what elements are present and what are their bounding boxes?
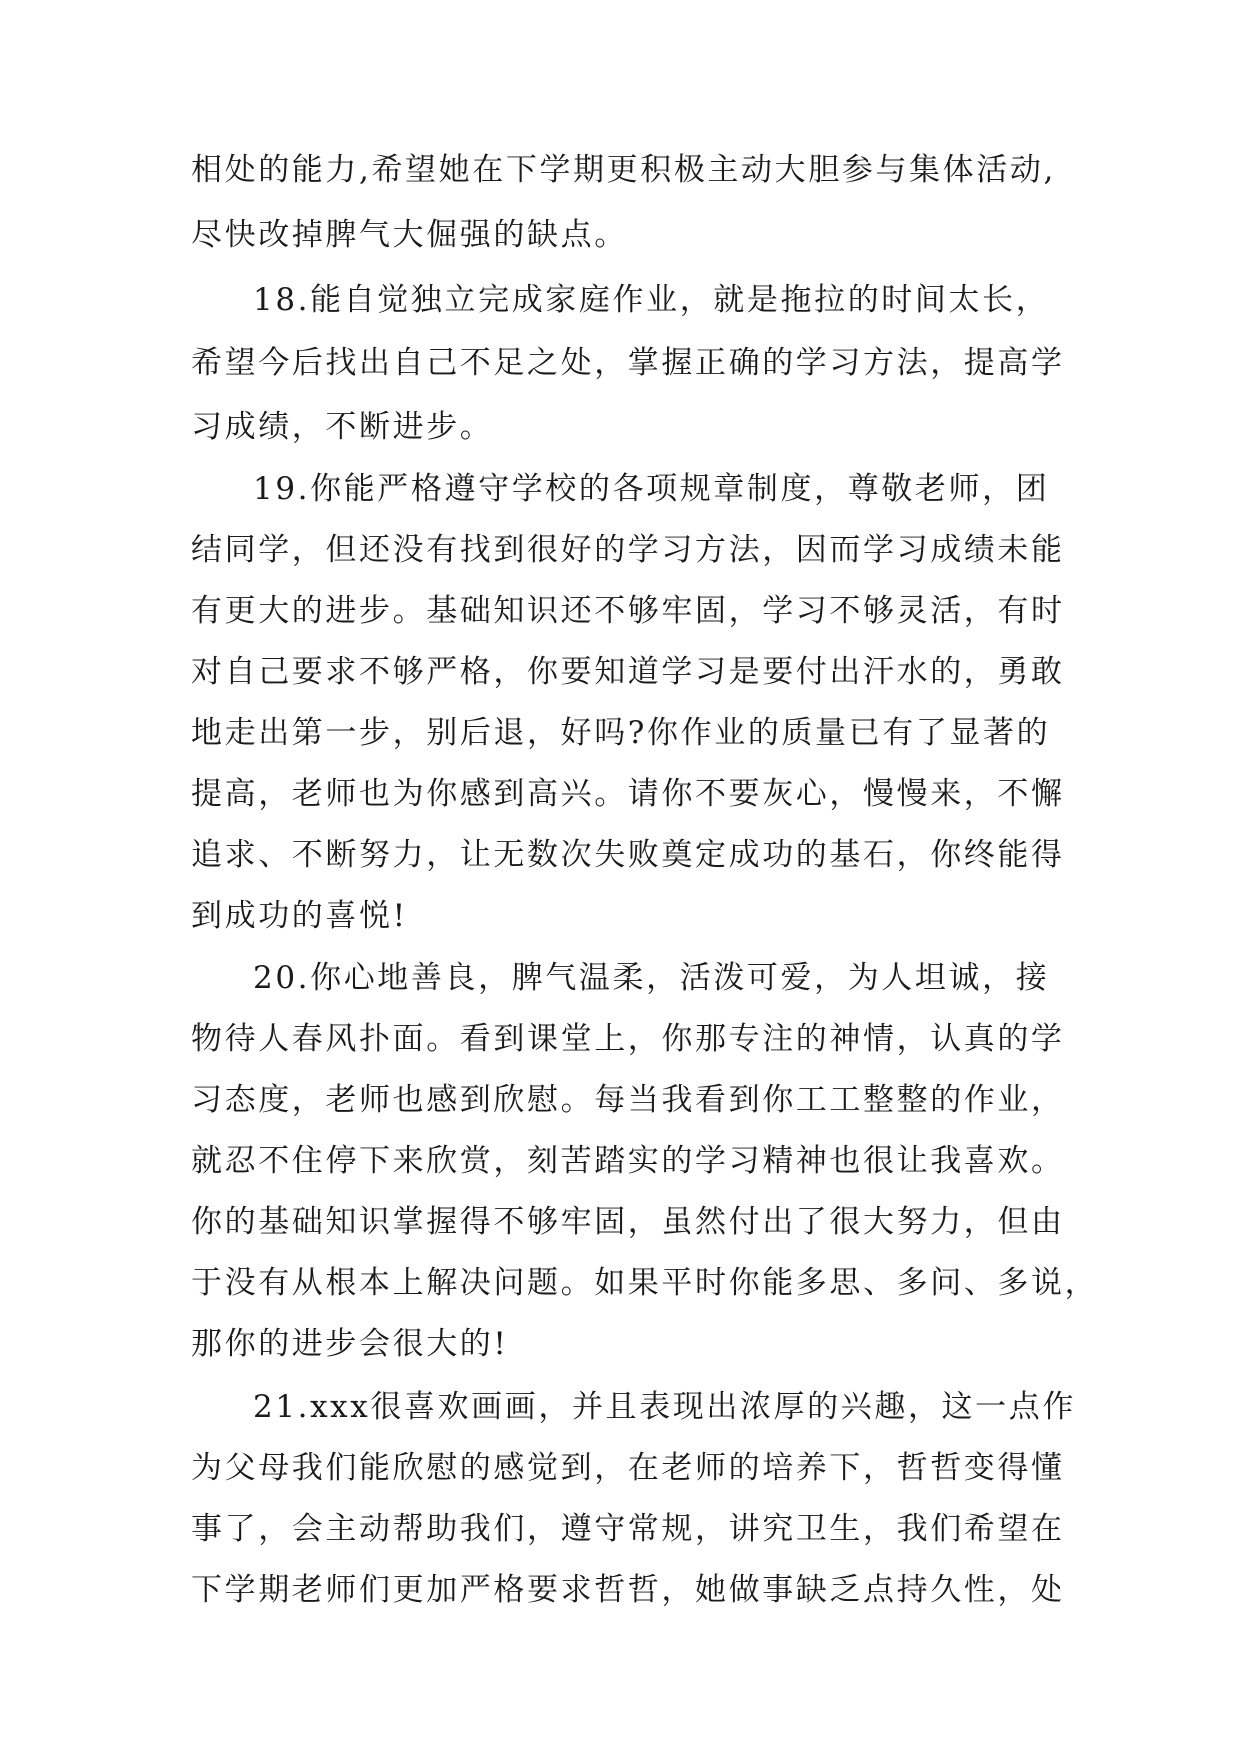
text-line: 提高，老师也为你感到高兴。请你不要灰心，慢慢来，不懈 [191,776,1065,812]
text-line: 你的基础知识掌握得不够牢固，虽然付出了很大努力，但由 [191,1204,1065,1240]
text-line: 到成功的喜悦! [191,898,408,934]
text-line: 结同学，但还没有找到很好的学习方法，因而学习成绩未能 [191,532,1065,568]
text-line: 物待人春风扑面。看到课堂上，你那专注的神情，认真的学 [191,1021,1065,1057]
text-line: 对自己要求不够严格，你要知道学习是要付出汗水的，勇敢 [191,654,1065,690]
text-line: 下学期老师们更加严格要求哲哲，她做事缺乏点持久性，处 [191,1572,1065,1608]
paragraph-21-first-line: 21.xxx很喜欢画画，并且表现出浓厚的兴趣，这一点作 [253,1389,1076,1425]
text-line: 就忍不住停下来欣赏，刻苦踏实的学习精神也很让我喜欢。 [191,1143,1065,1179]
text-line: 相处的能力,希望她在下学期更积极主动大胆参与集体活动, [191,152,1056,188]
text-line: 事了，会主动帮助我们，遵守常规，讲究卫生，我们希望在 [191,1511,1065,1547]
paragraph-20-first-line: 20.你心地善良，脾气温柔，活泼可爱，为人坦诚，接 [253,960,1050,996]
text-line: 于没有从根本上解决问题。如果平时你能多思、多问、多说， [191,1265,1099,1301]
text-line: 为父母我们能欣慰的感觉到，在老师的培养下，哲哲变得懂 [191,1450,1065,1486]
text-line: 地走出第一步，别后退，好吗?你作业的质量已有了显著的 [191,715,1051,751]
text-line: 有更大的进步。基础知识还不够牢固，学习不够灵活，有时 [191,593,1065,629]
text-line: 习成绩，不断进步。 [191,409,494,445]
text-line: 希望今后找出自己不足之处，掌握正确的学习方法，提高学 [191,345,1065,381]
text-line: 追求、不断努力，让无数次失败奠定成功的基石，你终能得 [191,837,1065,873]
text-line: 尽快改掉脾气大倔强的缺点。 [191,217,628,253]
text-line: 那你的进步会很大的! [191,1326,509,1362]
text-line: 习态度，老师也感到欣慰。每当我看到你工工整整的作业， [191,1082,1065,1118]
paragraph-18-first-line: 18.能自觉独立完成家庭作业，就是拖拉的时间太长， [253,282,1050,318]
paragraph-19-first-line: 19.你能严格遵守学校的各项规章制度，尊敬老师，团 [253,471,1050,507]
